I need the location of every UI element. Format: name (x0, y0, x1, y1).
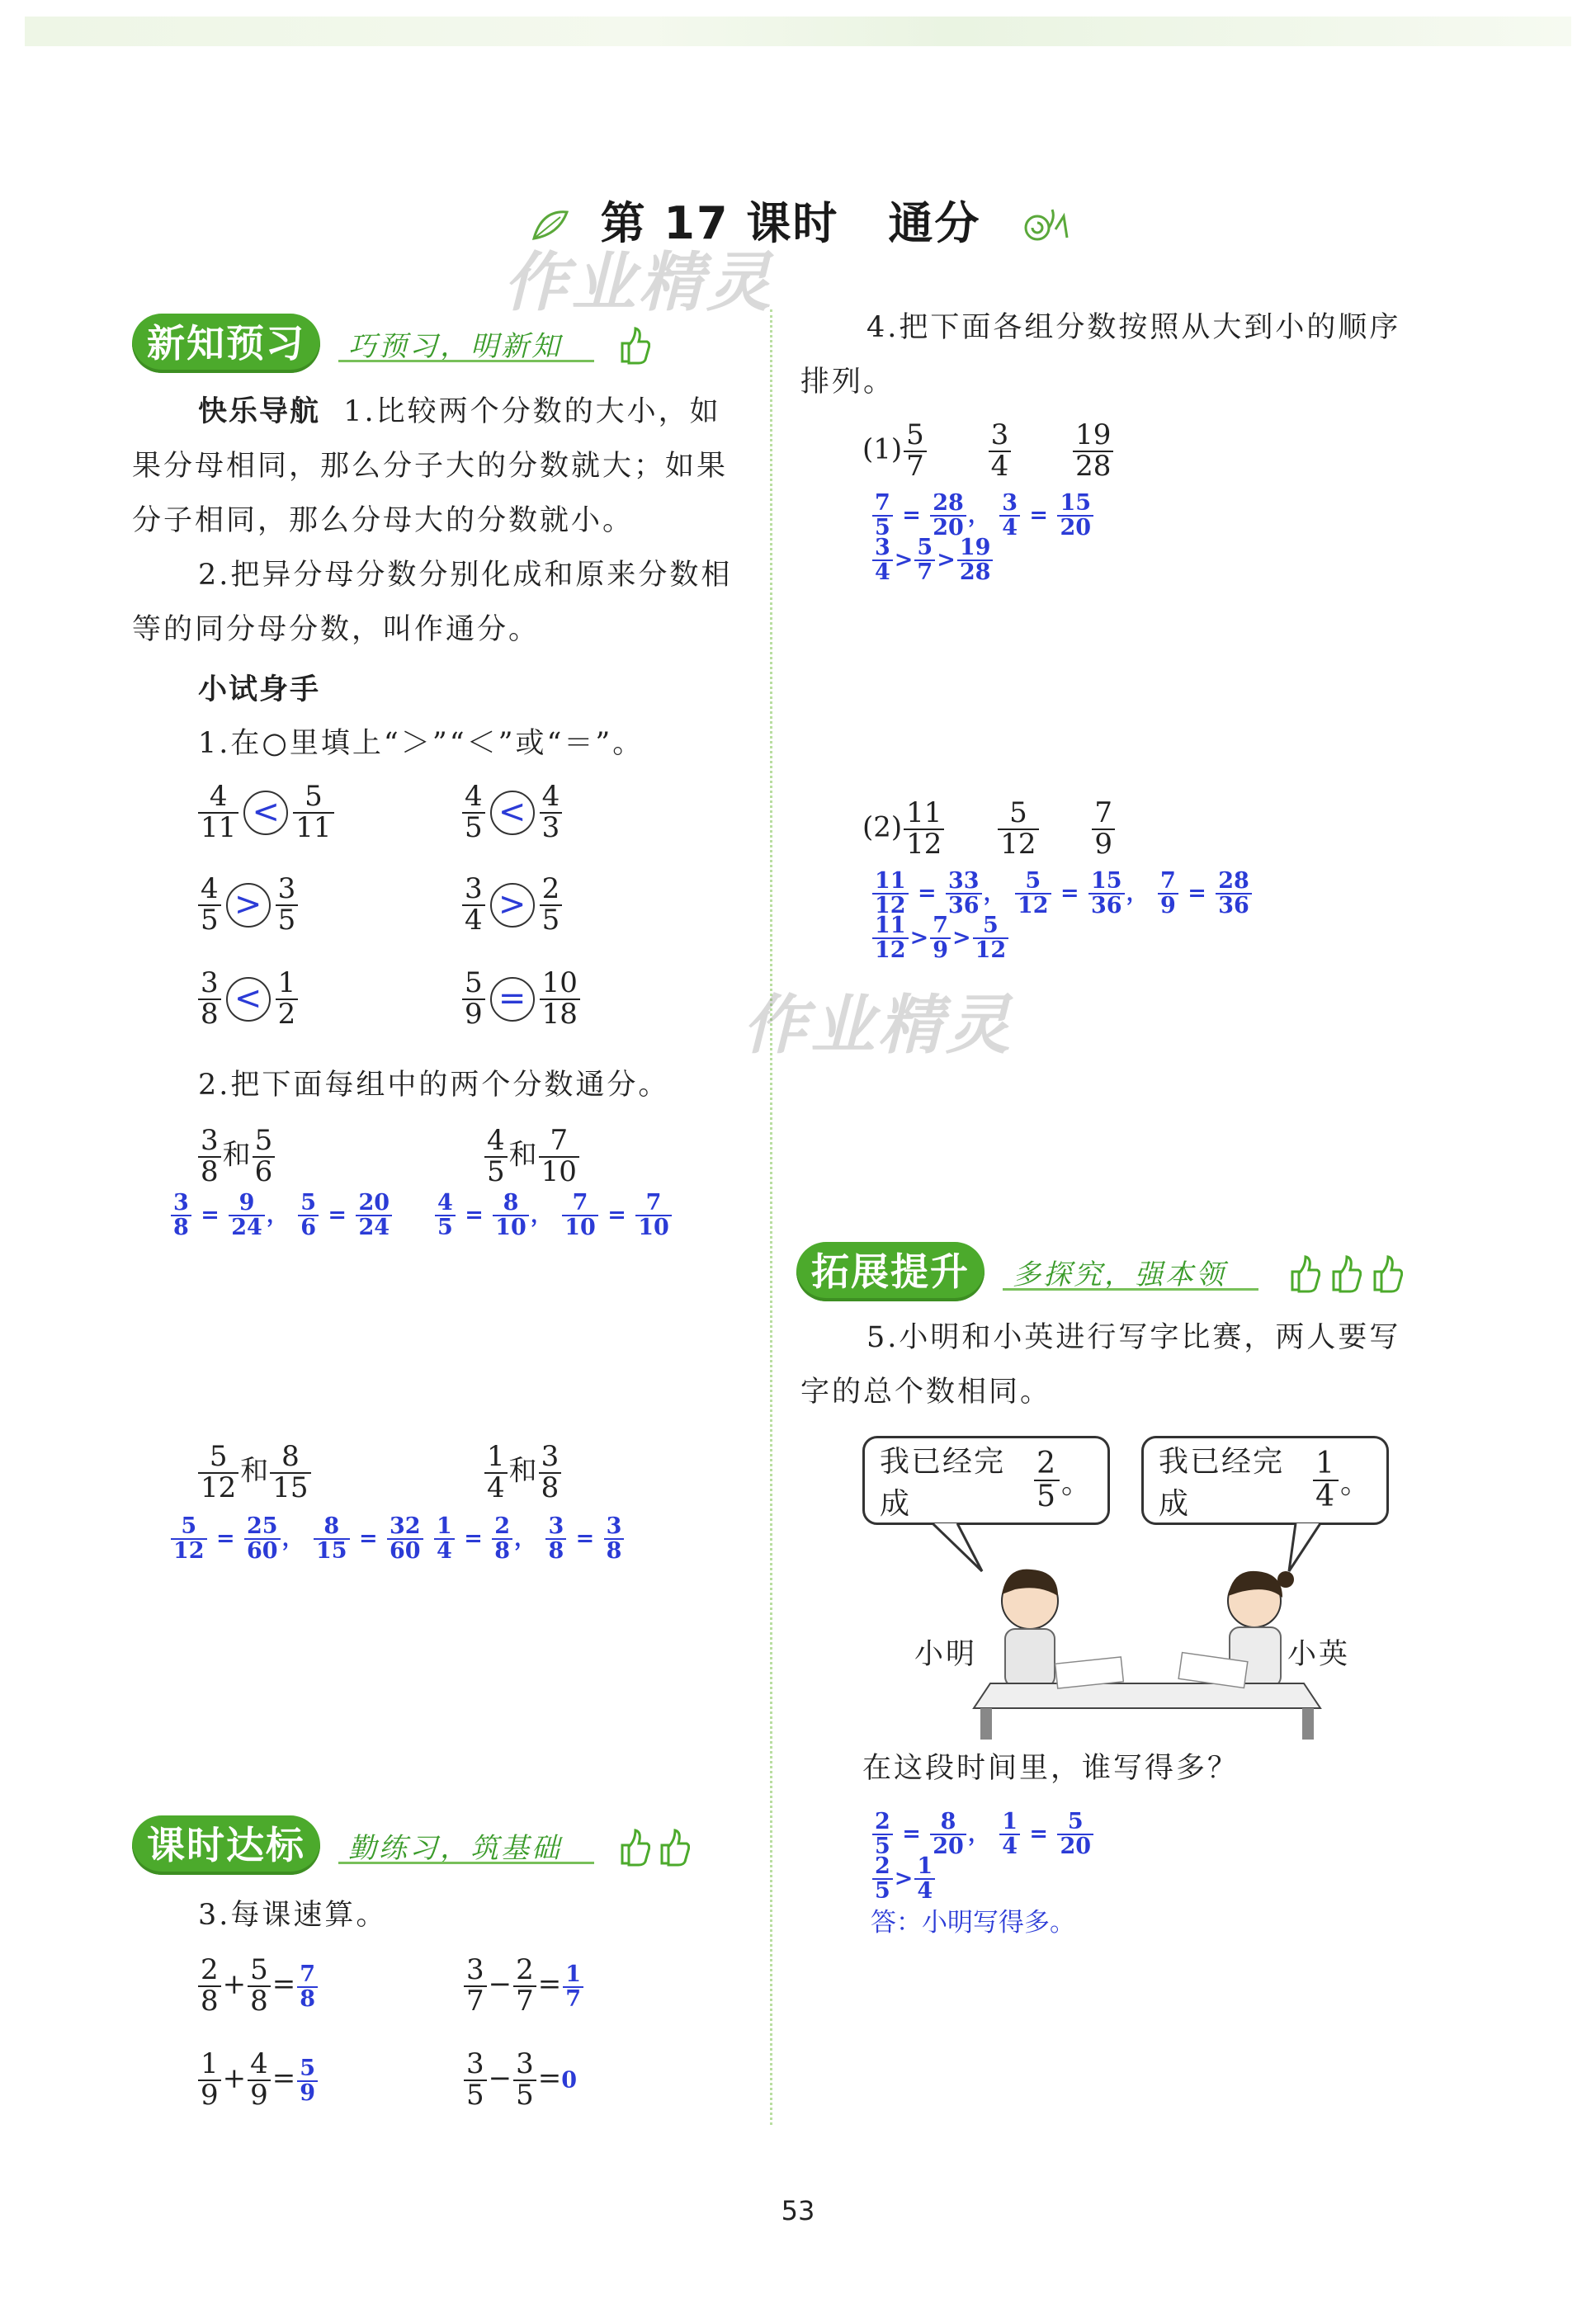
question-3: 3.每课速算。 (198, 1899, 388, 1932)
badge-preview: 新知预习 (132, 314, 320, 373)
guide-paragraph-1 (132, 385, 751, 548)
thumbs-up-icon (617, 325, 650, 366)
q5-answer-text: 答：小明写得多。 (871, 1908, 1075, 1938)
thumbs-up-icon (657, 1827, 690, 1868)
section-banner-extend (796, 1242, 1440, 1301)
compare-item: $\frac{3}{8}$ < $\frac{1}{2}$ (196, 969, 300, 1029)
group-3-problem: $\frac{5}{12}$ 和 $\frac{8}{15}$ (196, 1442, 313, 1503)
question-5: 5.小明和小英进行写字比赛，两人要写字的总个数相同。 (800, 1321, 1401, 1409)
slogan-extend: 多探究，强本领 (1013, 1258, 1226, 1291)
thumbs-up-icon (1329, 1253, 1362, 1295)
lesson-number: 第 17 课时 (600, 197, 839, 249)
q4-group-1-answer-1: $\frac{7}{5}$ = $\frac{28}{20}$ ， $\frac{3}{4}$ = $\frac{15}{20}$ (871, 492, 1095, 541)
slogan-preview: 巧预习，明新知 (348, 330, 562, 363)
q5-answer-2: $\frac{2}{5}$ > $\frac{1}{4}$ (871, 1855, 937, 1904)
calc-4: $\frac{3}{5}$ − $\frac{3}{5}$ =0 (462, 2050, 577, 2110)
question-5-ask: 在这段时间里，谁写得多？ (862, 1752, 1239, 1785)
thumbs-up-icon (1370, 1253, 1403, 1295)
top-decor-band (25, 17, 1571, 46)
watermark-text: 作业精灵 (743, 989, 1014, 1063)
badge-practice: 课时达标 (132, 1815, 320, 1875)
group-4-problem: $\frac{1}{4}$ 和 $\frac{3}{8}$ (483, 1442, 563, 1503)
question-4: 4.把下面各组分数按照从大到小的顺序排列。 (800, 311, 1401, 399)
compare-circle[interactable]: = (490, 977, 535, 1022)
page-number: 53 (781, 2195, 815, 2226)
column-divider (770, 309, 772, 2125)
q4-group-2-answer-2: $\frac{11}{12}$ > $\frac{7}{9}$ > $\frac{5}{12}$ (871, 914, 1010, 963)
group-3-4-answer: $\frac{5}{12}$ = $\frac{25}{60}$ ， $\frac{8}{15}$ = $\frac{32}{60}$ $\frac{1}{4}$ = $\frac{2}{8}$ ， $\frac{3}{8}$ = $\frac{3}{8}$ (169, 1515, 626, 1564)
calc-2: $\frac{3}{7}$ − $\frac{2}{7}$ = $\frac{1}{7}$ (462, 1956, 585, 2016)
guide-paragraph-2: 2.把异分母分数分别化成和原来分数相等的同分母分数，叫作通分。 (132, 559, 733, 646)
slogan-practice: 勤练习，筑基础 (348, 1832, 562, 1865)
group-1-problem: $\frac{3}{8}$ 和 $\frac{5}{6}$ (196, 1126, 276, 1187)
compare-circle[interactable]: < (243, 791, 288, 835)
group-1-answer: $\frac{3}{8}$ = $\frac{9}{24}$ ， $\frac{5}{6}$ = $\frac{20}{24}$ (169, 1192, 394, 1240)
q4-group-2: (2) $\frac{11}{12}$ $\frac{5}{12}$ $\frac{7}{9}$ (862, 799, 1117, 859)
calc-3: $\frac{1}{9}$ + $\frac{4}{9}$ = $\frac{5}{9}$ (196, 2050, 319, 2110)
speech-bubble-right: 我已经完成 $\frac{1}{4}$ 。 (1141, 1436, 1389, 1525)
compare-circle[interactable]: > (226, 883, 271, 928)
thumbs-up-icon (1287, 1253, 1320, 1295)
page-title (0, 188, 1596, 252)
section-banner-preview (132, 314, 660, 373)
guide-label: 快乐导航 (198, 395, 321, 428)
try-label: 小试身手 (198, 673, 321, 706)
q4-group-1: (1) $\frac{5}{7}$ $\frac{3}{4}$ $\frac{19}{28}$ (862, 421, 1115, 481)
children-at-desk-illustration (957, 1551, 1337, 1741)
compare-item: $\frac{3}{4}$ > $\frac{2}{5}$ (460, 875, 564, 935)
lesson-topic: 通分 (888, 197, 981, 249)
compare-circle[interactable]: < (490, 791, 535, 835)
thumbs-up-icon (617, 1827, 650, 1868)
snail-icon (1013, 201, 1070, 251)
speech-bubble-left: 我已经完成 $\frac{2}{5}$ 。 (862, 1436, 1110, 1525)
compare-item: $\frac{4}{5}$ > $\frac{3}{5}$ (196, 875, 300, 935)
name-xiaoying: 小英 (1287, 1638, 1351, 1671)
guide-text-1: 1.比较两个分数的大小，如果分母相同，那么分子大的分数就大；如果分子相同，那么分母大的分数就小。 (132, 395, 729, 537)
badge-extend: 拓展提升 (796, 1242, 985, 1301)
q4-group-2-answer-1: $\frac{11}{12}$ = $\frac{33}{36}$ ， $\frac{5}{12}$ = $\frac{15}{36}$ ， $\frac{7}{9}$ = $\frac{28}{36}$ (871, 870, 1254, 918)
compare-circle[interactable]: > (490, 883, 535, 928)
name-xiaoming: 小明 (914, 1638, 978, 1671)
compare-item: $\frac{4}{11}$ < $\frac{5}{11}$ (196, 782, 336, 843)
watermark-text: 作业精灵 (503, 246, 775, 320)
calc-1: $\frac{2}{8}$ + $\frac{5}{8}$ = $\frac{7}{8}$ (196, 1956, 319, 2016)
compare-item: $\frac{4}{5}$ < $\frac{4}{3}$ (460, 782, 564, 843)
group-2-problem: $\frac{4}{5}$ 和 $\frac{7}{10}$ (483, 1126, 581, 1187)
compare-item: $\frac{5}{9}$ = $\frac{10}{18}$ (460, 969, 582, 1029)
question-2: 2.把下面每组中的两个分数通分。 (198, 1069, 670, 1102)
q5-answer-1: $\frac{2}{5}$ = $\frac{8}{20}$ ， $\frac{1}{4}$ = $\frac{5}{20}$ (871, 1810, 1095, 1859)
question-1: 1.在○里填上“＞”“＜”或“＝”。 (198, 727, 645, 760)
compare-circle[interactable]: < (226, 977, 271, 1022)
q4-group-1-answer-2: $\frac{3}{4}$ > $\frac{5}{7}$ > $\frac{19}{28}$ (871, 536, 994, 585)
group-2-answer: $\frac{4}{5}$ = $\frac{8}{10}$ ， $\frac{7}{10}$ = $\frac{7}{10}$ (433, 1192, 673, 1240)
section-banner-practice (132, 1815, 710, 1875)
